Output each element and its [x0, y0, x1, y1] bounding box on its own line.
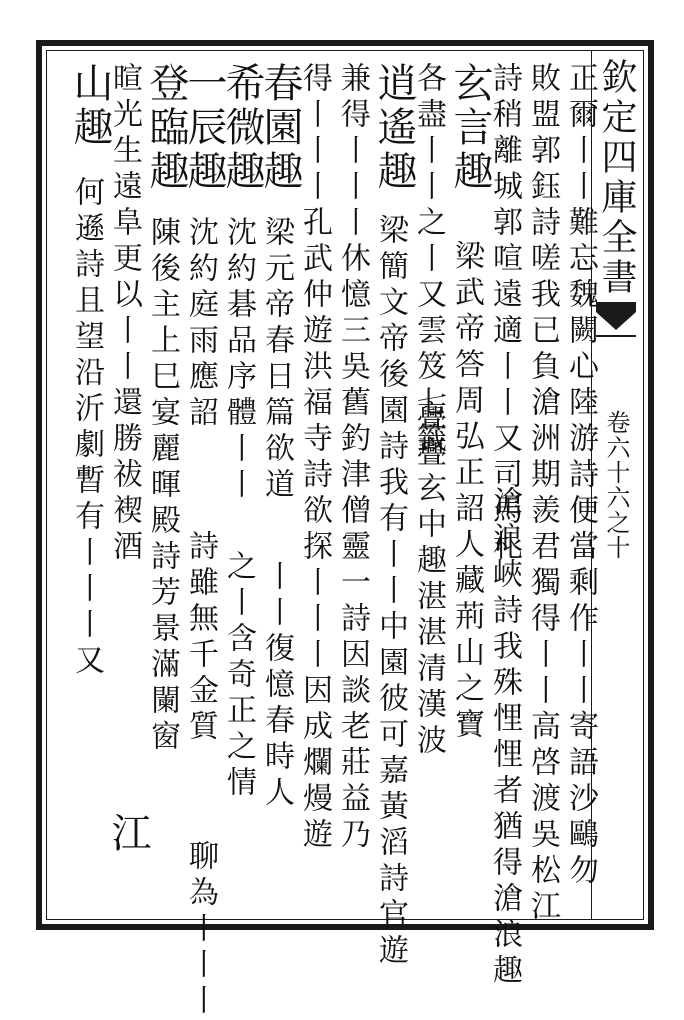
heading-xiwei: 希微趣 [219, 62, 265, 194]
text-column-10: 得丨丨丨孔武仲遊洪福寺詩欲探丨丨丨因成爛熳遊 [297, 62, 332, 854]
text-column-6: 各盡丨丨之丨又雲笈七籤 [411, 62, 446, 458]
heading-denglin: 登臨趣 [143, 62, 189, 194]
text-column-2: 敗盟郭鈺詩嗟我已負滄洲期羨君獨得丨丨高啓渡吳松江 [525, 62, 560, 926]
text-column-12: 丨丨復憶春時人 [259, 560, 294, 812]
text-column-4: 滄浪峽詩我殊悝悝者猶得滄浪趣 [487, 486, 522, 990]
heading-chunyuan: 春園趣 [257, 62, 303, 194]
text-column-7: 亹亹玄中趣湛湛清漢波 [411, 400, 446, 760]
text-column-8: 梁簡文帝後園詩我有丨丨中園彼可嘉黃滔詩官遊 [373, 214, 408, 970]
text-column-20: 何遜詩且望沿沂劇暫有丨丨丨又 [69, 176, 104, 680]
text-column-3: 詩稍離城郭喧遠適丨丨又司馬札 [487, 62, 522, 566]
text-column-17: 聊為丨丨丨 [183, 840, 218, 1020]
text-column-15: 沈約庭雨應詔 [183, 216, 218, 432]
text-column-18: 陳後主上巳宴麗暉殿詩芳景滿闌窗 [145, 216, 180, 756]
text-column-9: 兼得丨丨丨休憶三吳舊釣津僧靈一詩因談老莊益乃 [335, 62, 370, 854]
heading-yichen: 一辰趣 [181, 62, 227, 194]
fish-tail-mark-icon [594, 300, 638, 342]
text-column-5: 梁武帝答周弘正詔人藏荊山之寶 [449, 240, 484, 744]
text-column-13: 沈約碁品序體丨丨 [221, 216, 256, 504]
heading-shan: 山趣 [67, 62, 113, 150]
heading-xiaoyao: 逍遙趣 [371, 62, 417, 194]
heading-xuanyan: 玄言趣 [447, 62, 493, 194]
text-column-16: 詩雖無千金質 [183, 530, 218, 746]
text-column-19: 暄光生遠阜更以丨丨還勝祓褉酒 [107, 62, 142, 566]
book-title: 欽定四庫全書 [596, 58, 637, 298]
text-column-14: 之丨含奇正之情 [221, 550, 256, 802]
text-column-11: 梁元帝春日篇欲道 [259, 216, 294, 504]
text-column-1: 正爾丨丨難忘魏闕心陸游詩便當剩作丨丨寄語沙鷗勿 [563, 62, 598, 890]
heading-jiang: 江 [105, 812, 151, 856]
volume-label: 卷六十六之十 [602, 410, 630, 560]
